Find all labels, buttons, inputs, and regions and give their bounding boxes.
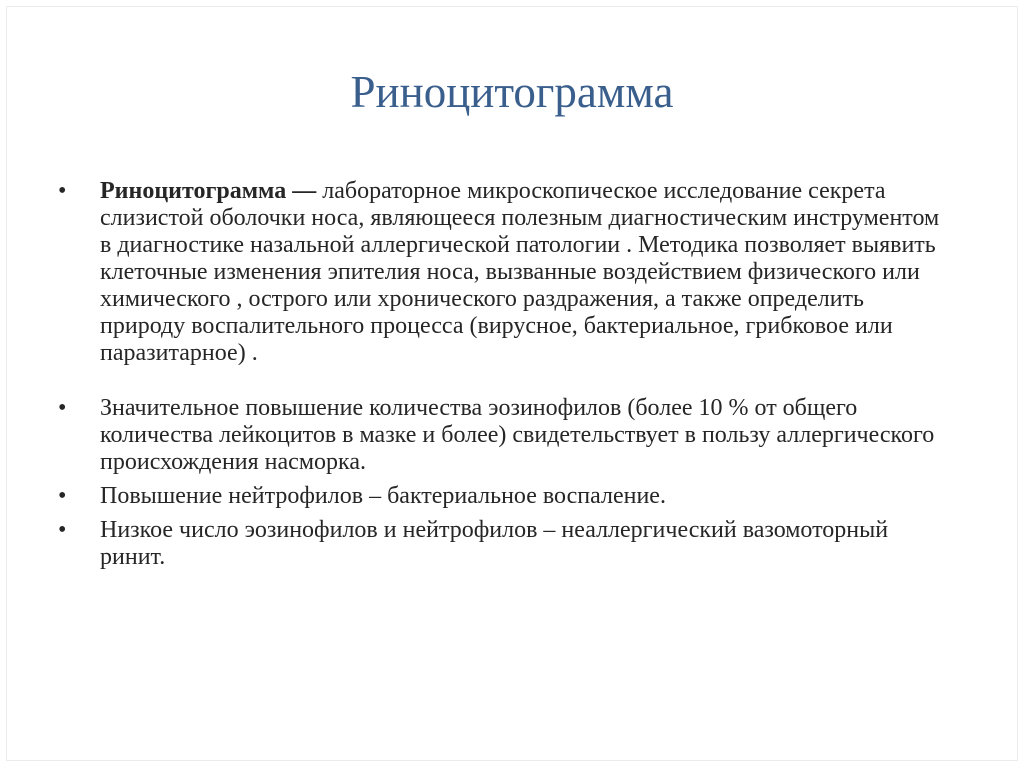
definition-text: лабораторное микроскопическое исследование секрета слизистой оболочки носа, являющееся полезным диагностическим инструментом в диагностике назальной аллергической патологии . Методика позволяет выявить клеточные изменения эпителия носа, вызванные воздействием физического или химического , острого или хронического раздражения, а также определить природу воспалительного процесса (вирусное, бактериальное, грибковое или паразитарное) . [100,178,940,366]
slide-title: Риноцитограмма [350,67,674,117]
bullet-icon: • [58,517,67,543]
bullet-text: Значительное повышение количества эозинофилов (более 10 % от общего количества лейкоцитов в мазке и более) свидетельствует в пользу аллергического происхождения насморка. [100,395,935,475]
bullet-icon: • [58,178,67,204]
bullet-text: Низкое число эозинофилов и нейтрофилов – неаллергический вазомоторный ринит. [100,517,889,570]
bullet-text [100,178,944,367]
bullet-item-eosinophils [54,395,944,476]
term-label: Риноцитограмма — [100,178,317,204]
bullet-icon: • [58,483,67,509]
bullet-icon: • [58,395,67,421]
bullet-item-neutrophils [54,483,944,510]
bullet-item-definition [54,178,944,367]
bullet-item-vasomotor [54,517,944,571]
bullet-list [54,178,944,571]
bullet-text: Повышение нейтрофилов – бактериальное воспаление. [100,483,666,509]
